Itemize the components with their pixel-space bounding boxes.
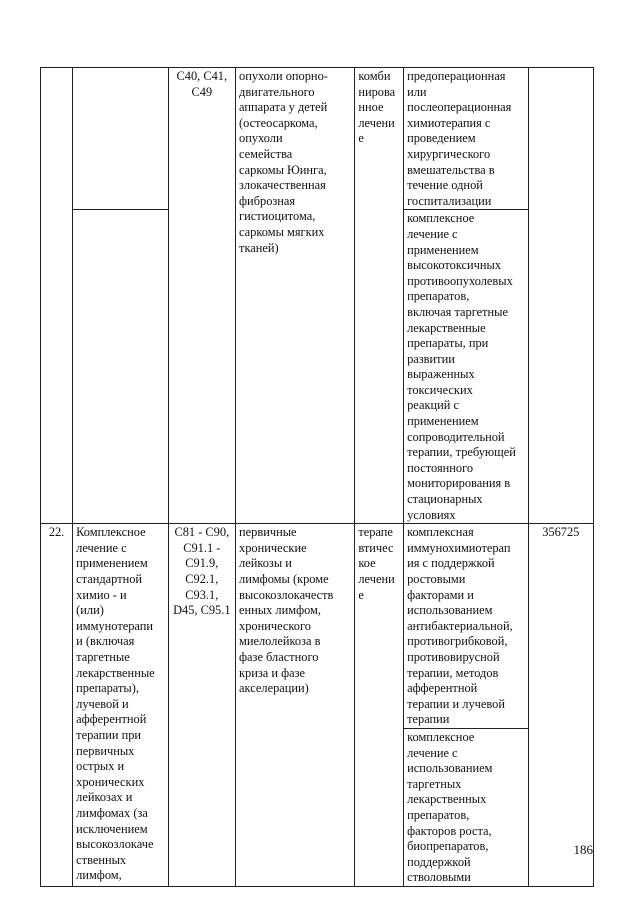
treatment-method-cell: комплексное лечение с применением высокотоксичных противоопухолевых препаратов, включая таргетные лекарственные препараты, при развитии выраженных токсических реакций с применением сопроводительной терапии, требующей постоянного мониторирования в стационарных условиях bbox=[404, 210, 529, 524]
service-name-cell-continued bbox=[73, 210, 168, 524]
page-number: 186 bbox=[573, 842, 593, 857]
treatment-method-cell: предоперационная или послеоперационная химиотерапия с проведением хирургического вмешательства в течение одной госпитализации bbox=[404, 68, 529, 210]
row-number-cell bbox=[41, 68, 73, 524]
patient-model-cell: первичные хронические лейкозы и лимфомы (кроме высокозлокачеств енных лимфом, хронического миелолейкоза в фазе бластного криза и фазе акселерации) bbox=[236, 524, 355, 887]
service-name-cell bbox=[73, 68, 168, 210]
treatment-method-cell: комплексная иммунохимиотерап ия с поддержкой ростовыми факторами и использованием антибактериальной, противогрибковой, противовирусной терапии, методов афферентной терапии и лучевой терапии bbox=[404, 524, 529, 729]
treatment-type-cell: комби нирова нное лечени е bbox=[355, 68, 404, 524]
price-cell: 356725 bbox=[528, 524, 593, 887]
table-row bbox=[41, 524, 594, 729]
medical-services-table bbox=[40, 67, 594, 887]
icd-codes-cell: C81 - C90, C91.1 - C91.9, C92.1, C93.1, D45, C95.1 bbox=[168, 524, 235, 887]
row-number-cell: 22. bbox=[41, 524, 73, 887]
icd-codes-cell: C40, C41, C49 bbox=[168, 68, 235, 524]
service-name-cell: Комплексное лечение с применением стандартной химио - и (или) иммунотерапи и (включая таргетные лекарственные препараты), лучевой и афферентной терапии при первичных острых и хронических лейкозах и лимфомах (за исключением высокозлокаче ственных лимфом, bbox=[73, 524, 168, 887]
price-cell bbox=[528, 68, 593, 524]
patient-model-cell: опухоли опорно- двигательного аппарата у детей (остеосаркома, опухоли семейства саркомы Юинга, злокачественная фиброзная гистиоцитома, саркомы мягких тканей) bbox=[236, 68, 355, 524]
table-row bbox=[41, 68, 594, 210]
treatment-method-cell: комплексное лечение с использованием таргетных лекарственных препаратов, факторов роста, биопрепаратов, поддержкой стволовыми bbox=[404, 728, 529, 886]
treatment-type-cell: терапе втичес кое лечени е bbox=[355, 524, 404, 887]
